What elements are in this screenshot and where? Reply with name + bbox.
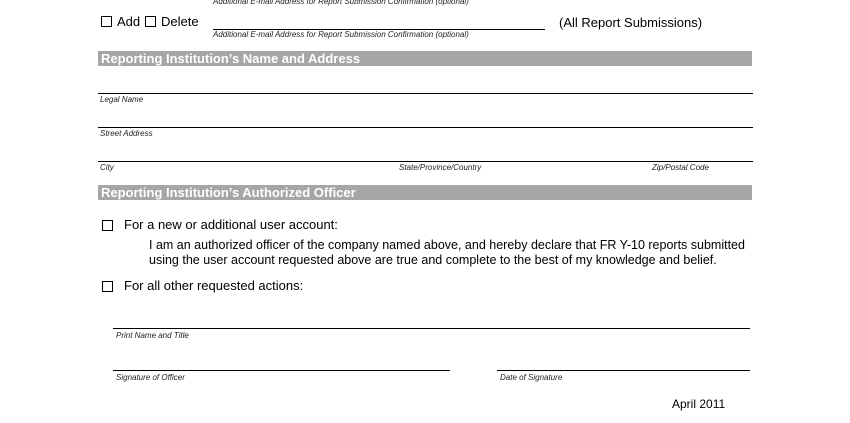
institution-section-title: Reporting Institution’s Name and Address (101, 51, 361, 66)
add-label: Add (117, 14, 141, 29)
legal-name-field[interactable] (98, 93, 753, 94)
delete-checkbox[interactable] (145, 16, 156, 27)
all-submissions-note: (All Report Submissions) (559, 15, 703, 30)
other-actions-checkbox[interactable] (102, 281, 113, 292)
footer-date: April 2011 (672, 397, 726, 411)
state-label: State/Province/Country (399, 163, 482, 172)
date-signature-field[interactable] (497, 370, 750, 371)
officer-section-title: Reporting Institution’s Authorized Officer (101, 185, 356, 200)
institution-section-header (98, 51, 752, 66)
officer-section-header (98, 185, 752, 200)
street-address-label: Street Address (100, 129, 153, 138)
new-account-checkbox[interactable] (102, 220, 113, 231)
print-name-field[interactable] (113, 328, 750, 329)
new-account-label: For a new or additional user account: (124, 217, 338, 232)
city-state-zip-field[interactable] (98, 161, 753, 162)
signature-field[interactable] (113, 370, 450, 371)
email-label-1: Additional E-mail Address for Report Submission Confirmation (optional) (213, 0, 469, 6)
delete-label: Delete (161, 14, 199, 29)
signature-label: Signature of Officer (116, 373, 185, 382)
print-name-label: Print Name and Title (116, 331, 189, 340)
date-signature-label: Date of Signature (500, 373, 563, 382)
street-address-field[interactable] (98, 127, 753, 128)
other-actions-label: For all other requested actions: (124, 278, 304, 293)
legal-name-label: Legal Name (100, 95, 144, 104)
add-checkbox[interactable] (101, 16, 112, 27)
email-label-2: Additional E-mail Address for Report Submission Confirmation (optional) (213, 30, 469, 39)
city-label: City (100, 163, 114, 172)
zip-label: Zip/Postal Code (652, 163, 709, 172)
declaration-text: I am an authorized officer of the company named above, and hereby declare that FR Y-10 reports submitted using the user account requested above are true and complete to the best of my knowledge and belief. (149, 238, 745, 267)
